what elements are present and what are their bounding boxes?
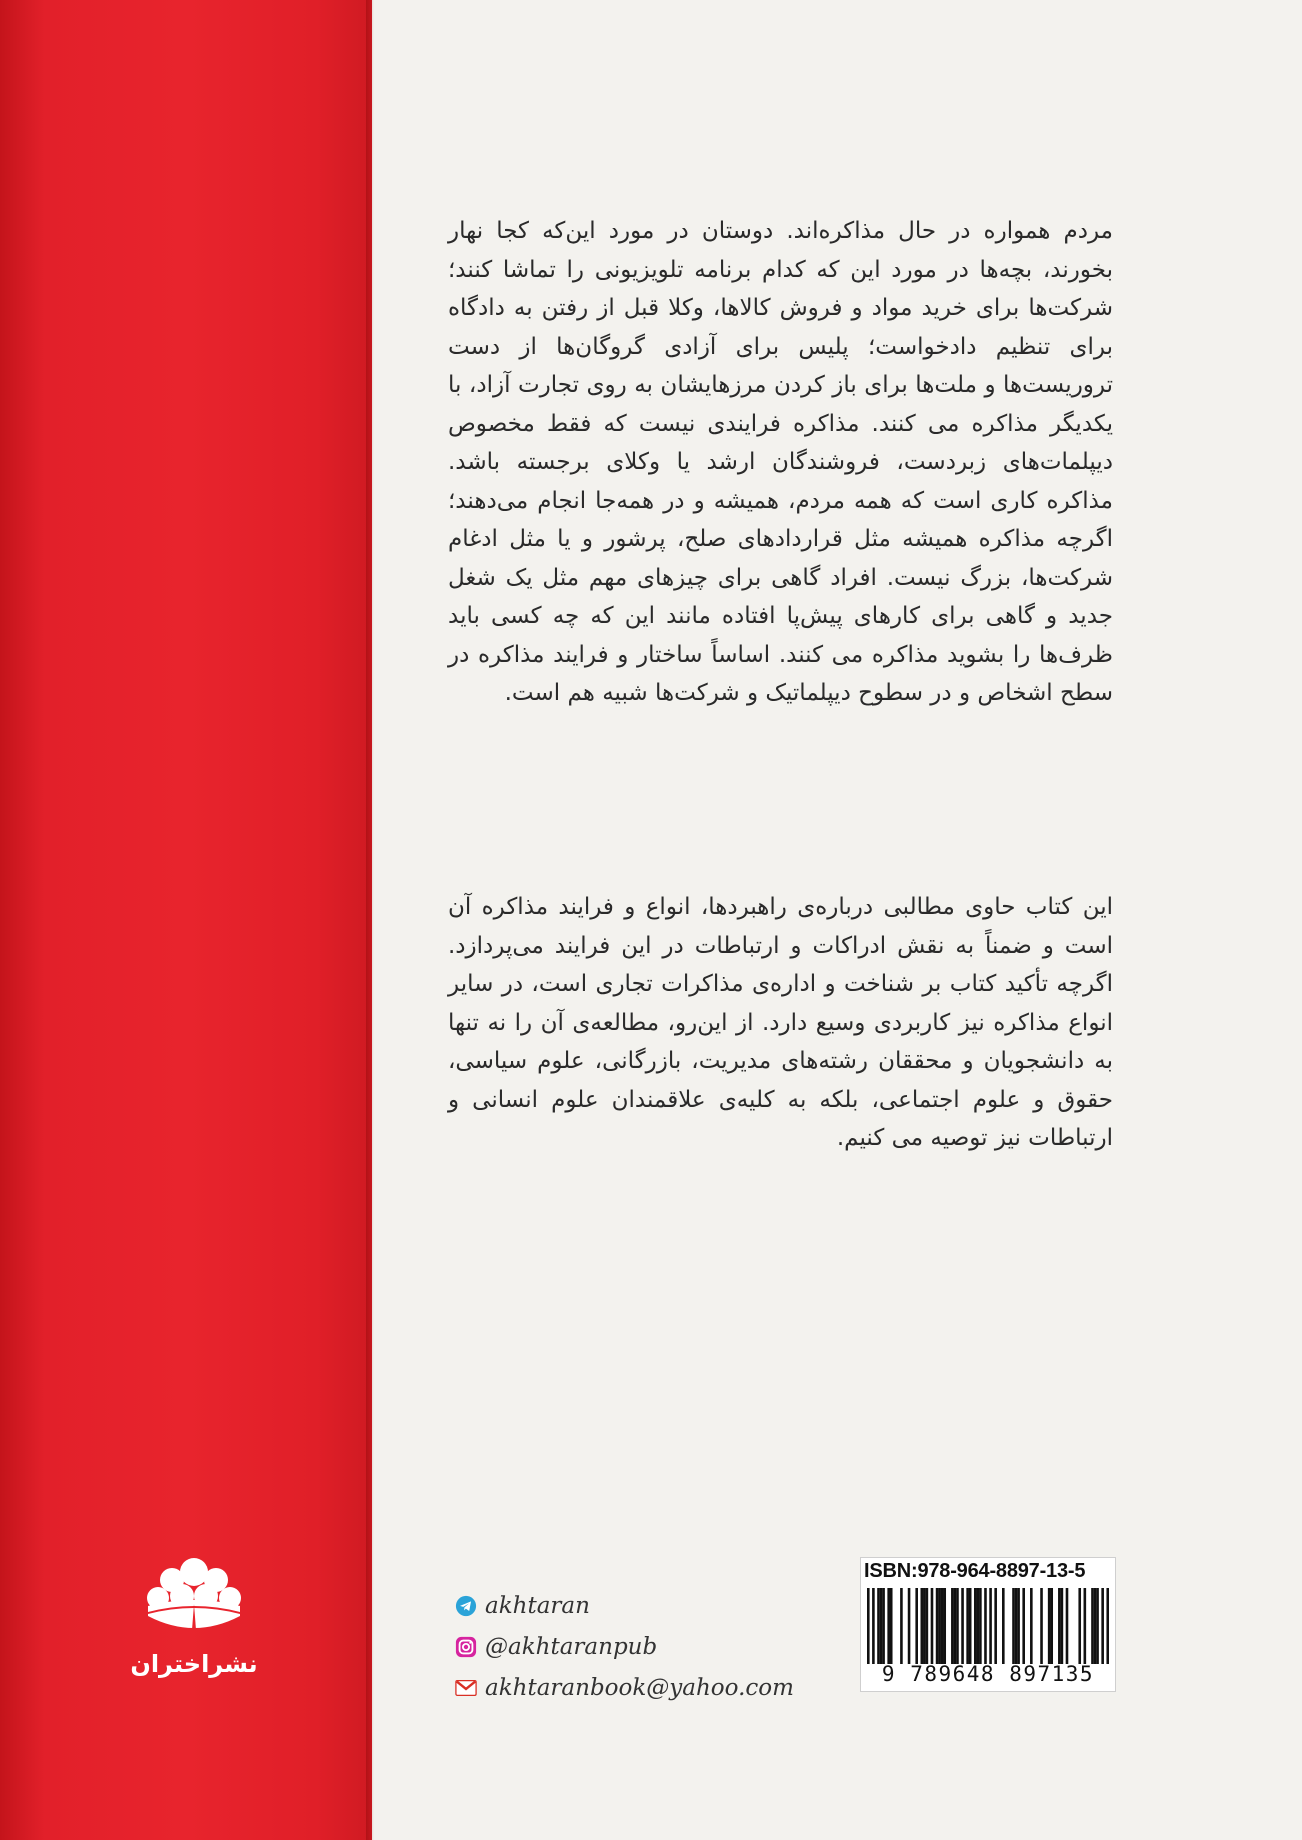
barcode-bar xyxy=(915,1588,918,1664)
barcode-bar xyxy=(1058,1588,1061,1664)
email-address: akhtaranbook@yahoo.com xyxy=(485,1675,794,1701)
contact-list xyxy=(455,1586,794,1709)
barcode-bar xyxy=(1022,1588,1025,1664)
isbn-label: ISBN:978-964-8897-13-5 xyxy=(864,1560,1086,1582)
barcode-bar xyxy=(977,1588,980,1664)
blurb-paragraph-2-text: این کتاب حاوی مطالبی درباره‌ی راهبردها، انواع و فرایند مذاکره آن است و ضمناً به نقش ادراکات و ارتباطات در این فرایند می‌پردازد. اگرچه تأکید کتاب بر شناخت و اداره‌ی مذاکرات تجاری است، در سایر انواع مذاکره نیز کاربردی وسیع دارد. از این‌رو، مطالعه‌ی آن را نه تنها به دانشجویان و محققان رشته‌های مدیریت، بازرگانی، علوم سیاسی، حقوق و علوم اجتماعی، بلکه به کلیه‌ی علاقمندان علوم انسانی و ارتباطات نیز توصیه می کنیم. xyxy=(448,894,1113,1151)
barcode-bar xyxy=(938,1588,941,1664)
contact-email[interactable] xyxy=(455,1668,794,1708)
barcode-bar xyxy=(1061,1588,1064,1664)
barcode-bar xyxy=(1030,1588,1033,1664)
blurb-paragraph-1-text: مردم همواره در حال مذاکره‌اند. دوستان در مورد این‌که کجا نهار بخورند، بچه‌ها در مورد این که کدام برنامه تلویزیونی را تماشا کنند؛ شرکت‌ها برای خرید مواد و فروش کالاها، وکلا قبل از رفتن به دادگاه برای تنظیم دادخواست؛ پلیس برای آزادی گروگان‌ها از دست تروریست‌ها و ملت‌ها برای باز کردن مرزهایشان به روی تجارت آزاد، با یکدیگر مذاکره می کنند. مذاکره فرایندی نیست که فقط مخصوص دیپلمات‌های زبردست، فروشندگان ارشد یا وکلای برجسته باشد. مذاکره کاری است که همه مردم، همیشه و در همه‌جا انجام می‌دهند؛ اگرچه مذاکره همیشه مثل قراردادهای صلح، پرشور و یا مثل ادغام شرکت‌ها، بزرگ نیست. افراد گاهی برای چیزهای مهم مثل یک شغل جدید و گاهی برای کارهای پیش‌پا افتاده مانند این که چه کسی باید ظرف‌ها را بشوید مذاکره می کنند. اساساً ساختار و فرایند مذاکره در سطح اشخاص و در سطوح دیپلماتیک و شرکت‌ها شبیه هم است. xyxy=(448,218,1113,706)
barcode-bar xyxy=(1040,1588,1043,1664)
barcode-bar xyxy=(1078,1588,1081,1664)
spine-edge-shadow xyxy=(366,0,374,1840)
barcode-bar xyxy=(900,1588,903,1664)
barcode-bar xyxy=(989,1588,992,1664)
barcode-bar xyxy=(1094,1588,1097,1664)
barcode-bar xyxy=(984,1588,987,1664)
barcode-bar xyxy=(979,1588,982,1664)
blurb-paragraph-2 xyxy=(448,888,1113,1158)
barcode-bar xyxy=(908,1588,911,1664)
barcode-bar xyxy=(926,1588,929,1664)
barcode-bar xyxy=(1012,1588,1015,1664)
barcode-bar xyxy=(974,1588,977,1664)
publisher-logo xyxy=(128,1550,260,1678)
barcode-bar xyxy=(1048,1588,1051,1664)
barcode-bar xyxy=(920,1588,923,1664)
barcode-bar xyxy=(994,1588,997,1664)
barcode-bar xyxy=(1050,1588,1053,1664)
isbn-barcode xyxy=(860,1557,1116,1692)
barcode-bar xyxy=(1106,1588,1109,1664)
barcode-bar xyxy=(931,1588,934,1664)
instagram-icon xyxy=(455,1636,477,1658)
barcode-bar xyxy=(887,1588,890,1664)
barcode-bar xyxy=(956,1588,959,1664)
barcode-bar xyxy=(936,1588,939,1664)
barcode-bar xyxy=(1002,1588,1005,1664)
barcode-digits: 9 789648 897135 xyxy=(881,1662,1095,1686)
barcode-bar xyxy=(1017,1588,1020,1664)
instagram-handle: @akhtaranpub xyxy=(485,1634,658,1660)
barcode-bar xyxy=(923,1588,926,1664)
barcode-bar xyxy=(966,1588,969,1664)
barcode-bar xyxy=(1101,1588,1104,1664)
barcode-bars xyxy=(867,1588,1109,1664)
barcode-bar xyxy=(877,1588,880,1664)
barcode-bar xyxy=(941,1588,944,1664)
barcode-bar xyxy=(1084,1588,1087,1664)
contact-telegram[interactable] xyxy=(455,1586,794,1626)
barcode-bar xyxy=(961,1588,964,1664)
barcode-bar xyxy=(951,1588,954,1664)
barcode-bar xyxy=(1015,1588,1018,1664)
barcode-bar xyxy=(969,1588,972,1664)
barcode-bar xyxy=(1096,1588,1099,1664)
shell-logo-icon xyxy=(142,1550,246,1642)
contact-instagram[interactable] xyxy=(455,1627,794,1667)
barcode-bar xyxy=(1066,1588,1069,1664)
barcode-bar xyxy=(872,1588,875,1664)
barcode-bar xyxy=(1091,1588,1094,1664)
barcode-bar xyxy=(882,1588,885,1664)
barcode-bar xyxy=(943,1588,946,1664)
barcode-bar xyxy=(867,1588,870,1664)
gmail-icon xyxy=(455,1677,477,1699)
telegram-handle: akhtaran xyxy=(485,1593,590,1619)
barcode-bar xyxy=(880,1588,883,1664)
barcode-bar xyxy=(890,1588,893,1664)
blurb-paragraph-1 xyxy=(448,212,1113,713)
telegram-icon xyxy=(455,1595,477,1617)
publisher-name: نشراختران xyxy=(130,1650,258,1678)
barcode-bar xyxy=(954,1588,957,1664)
